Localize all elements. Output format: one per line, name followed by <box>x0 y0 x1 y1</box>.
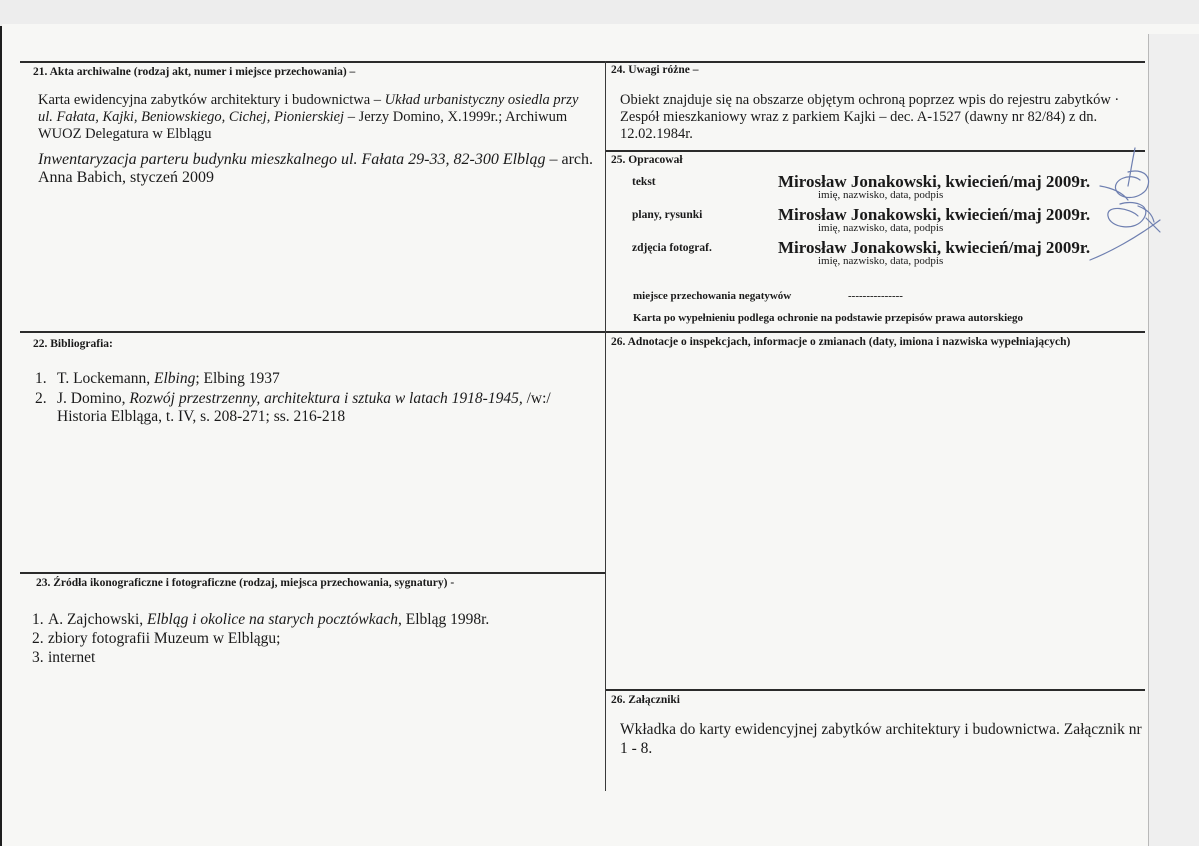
list-item-text: T. Lockemann, Elbing; Elbing 1937 <box>57 370 280 387</box>
list-item-number: 1. <box>35 370 47 387</box>
list-item <box>32 610 592 629</box>
section-21-entry-2: Inwentaryzacja parteru budynku mieszkalnego ul. Fałata 29-33, 82-300 Elbląg – arch. Anna Babich, styczeń 2009 <box>38 151 594 186</box>
row-line-23 <box>20 572 605 574</box>
section-23-body <box>32 610 592 667</box>
section-24-label: 24. Uwagi różne – <box>611 64 699 76</box>
section-22-body <box>35 370 593 426</box>
signature-row-drawings <box>614 206 1154 238</box>
list-item-number: 1. <box>32 611 44 628</box>
signature-row-caption: imię, nazwisko, data, podpis <box>818 255 944 267</box>
signature-row-label: zdjęcia fotograf. <box>632 242 712 254</box>
section-26-attachments-text: Wkładka do karty ewidencyjnej zabytków architektury i budownictwa. Załącznik nr 1 - 8. <box>620 721 1142 757</box>
row-line-26b <box>605 689 1145 691</box>
section-25-label: 25. Opracował <box>611 154 683 166</box>
list-item-number: 3. <box>32 649 44 666</box>
copyright-note: Karta po wypełnieniu podlega ochronie na podstawie przepisów prawa autorskiego <box>633 312 1024 324</box>
column-divider <box>605 61 606 791</box>
signature-row-value: Mirosław Jonakowski, kwiecień/maj 2009r. <box>778 238 1091 257</box>
list-item-number: 2. <box>35 390 47 407</box>
sources-list <box>32 610 592 667</box>
section-21-body <box>38 92 594 187</box>
handwritten-signature <box>1080 142 1170 272</box>
signature-row-caption: imię, nazwisko, data, podpis <box>818 189 944 201</box>
list-item <box>32 629 592 648</box>
negatives-label: miejsce przechowania negatywów <box>633 290 792 302</box>
list-item <box>35 370 593 388</box>
signature-row-photos <box>614 239 1154 271</box>
signature-row-caption: imię, nazwisko, data, podpis <box>818 222 944 234</box>
list-item-text: zbiory fotografii Muzeum w Elblągu; <box>48 630 281 647</box>
negatives-value: --------------- <box>848 290 903 302</box>
signature-row-value: Mirosław Jonakowski, kwiecień/maj 2009r. <box>778 172 1091 191</box>
section-21-entry-1: Karta ewidencyjna zabytków architektury i budownictwa – Układ urbanistyczny osiedla przy ul. Fałata, Kajki, Beniowskiego, Cichej, Pionierskiej – Jerzy Domino, X.1999r.; Archiwum WUOZ Delegatura w Elblągu <box>38 92 579 142</box>
section-26-attachments-label: 26. Załączniki <box>611 694 681 706</box>
row-top-line-right <box>605 61 1145 63</box>
list-item-text: J. Domino, Rozwój przestrzenny, architektura i sztuka w latach 1918-1945, /w:/ Historia Elbląga, t. IV, s. 208-271; ss. 216-218 <box>57 390 551 425</box>
list-item-text: internet <box>48 649 96 666</box>
section-24-text: Obiekt znajduje się na obszarze objętym ochroną poprzez wpis do rejestru zabytków · Zespół mieszkaniowy wraz z parkiem Kajki – dec. A-1527 (dawny nr 82/84) z dn. 12.02.1984r. <box>620 92 1120 142</box>
row-top-line-left <box>20 61 605 63</box>
signature-row-text <box>614 173 1154 205</box>
section-22-label: 22. Bibliografia: <box>33 338 113 350</box>
signature-row-label: tekst <box>632 176 656 188</box>
bibliography-list <box>35 370 593 426</box>
row-line-25 <box>605 150 1145 152</box>
signature-row-label: plany, rysunki <box>632 209 703 221</box>
list-item-text: A. Zajchowski, Elbląg i okolice na starych pocztówkach, Elbląg 1998r. <box>48 611 490 628</box>
list-item <box>32 648 592 667</box>
list-item-number: 2. <box>32 630 44 647</box>
signature-row-value: Mirosław Jonakowski, kwiecień/maj 2009r. <box>778 205 1091 224</box>
section-23-label: 23. Źródła ikonograficzne i fotograficzne (rodzaj, miejsca przechowania, sygnatury) - <box>36 577 455 589</box>
scan-top-edge <box>0 0 1199 26</box>
section-21-label: 21. Akta archiwalne (rodzaj akt, numer i miejsce przechowania) – <box>33 66 356 78</box>
list-item <box>35 390 593 426</box>
row-line-22 <box>20 331 1145 333</box>
section-26-annotations-label: 26. Adnotacje o inspekcjach, informacje o zmianach (daty, imiona i nazwiska wypełniających) <box>611 336 1071 348</box>
